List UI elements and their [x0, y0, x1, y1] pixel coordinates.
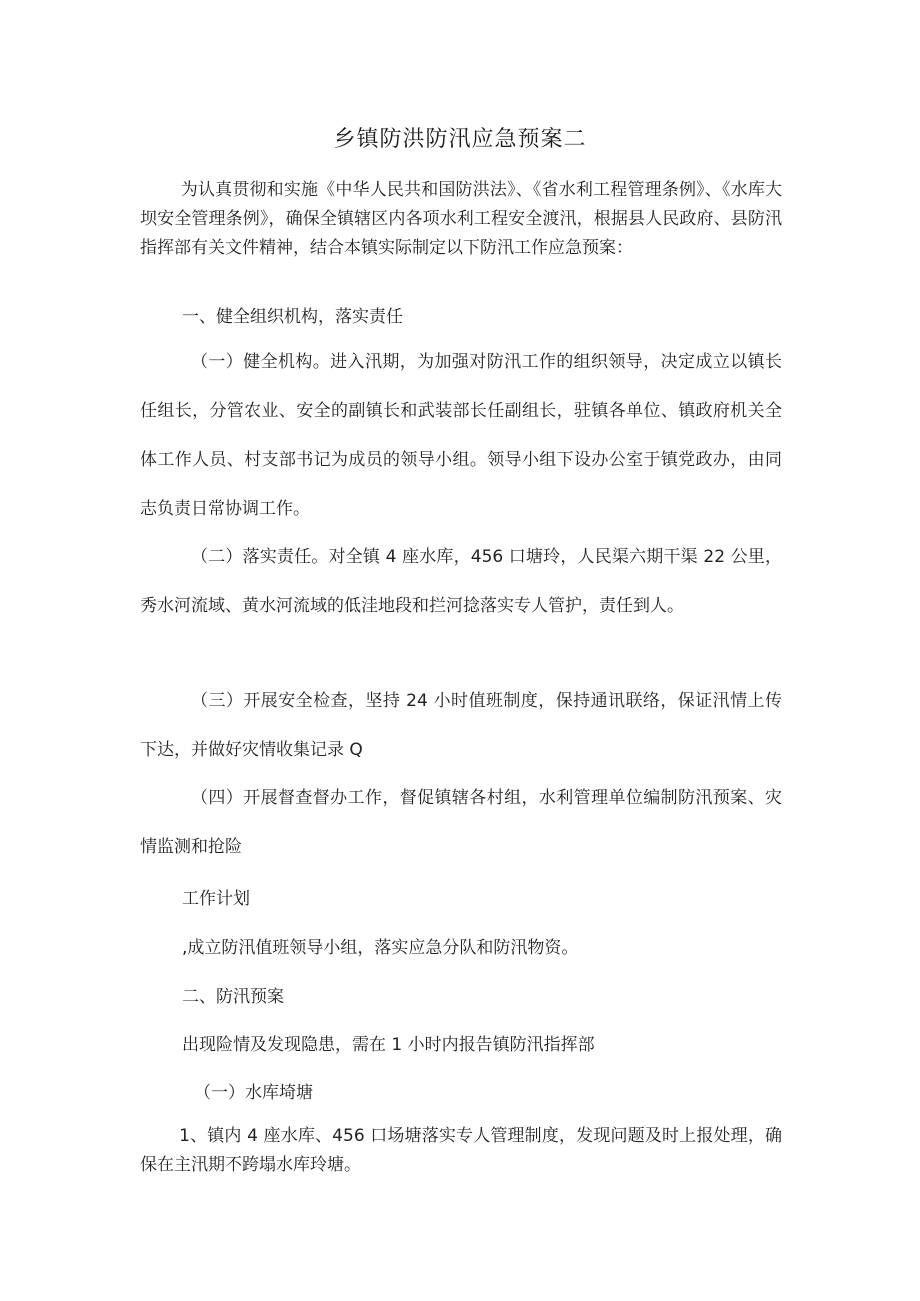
- sub1-heading: （一）水库埼塘: [194, 1083, 313, 1103]
- point1-paragraph: 1、镇内 4 座水库、456 口场塘落实专人管理制度，发现问题及时上报处理，确保在主汛期不跨塌水库玲塘。: [140, 1126, 782, 1175]
- work-plan-continuation: ,成立防汛值班领导小组，落实应急分队和防汛物资。: [182, 938, 579, 958]
- item3-paragraph: （三）开展安全检查，坚持 24 小时值班制度，保持通讯联络，保证汛情上传下达，并做好灾情收集记录 Q: [140, 691, 782, 760]
- section2-heading: 二、防汛预案: [182, 987, 284, 1007]
- document-title: 乡镇防洪防汛应急预案二: [333, 127, 587, 152]
- item1-paragraph: （一）健全机构。进入汛期，为加强对防汛工作的组织领导，决定成立以镇长任组长，分管农业、安全的副镇长和武装部长任副组长，驻镇各单位、镇政府机关全体工作人员、村支部书记为成员的领导小组。领导小组下设办公室于镇党政办，由同志负责日常协调工作。: [140, 352, 782, 519]
- item4-paragraph: （四）开展督查督办工作，督促镇辖各村组，水利管理单位编制防汛预案、灾情监测和抢险: [140, 788, 782, 857]
- report-line: 出现险情及发现隐患，需在 1 小时内报告镇防汛指挥部: [182, 1035, 595, 1055]
- intro-paragraph: 为认真贯彻和实施《中华人民共和国防洪法》、《省水利工程管理条例》、《水库大坝安全管理条例》，确保全镇辖区内各项水利工程安全渡汛，根据县人民政府、县防汛指挥部有关文件精神，结合本镇实际制定以下防汛工作应急预案：: [140, 180, 782, 258]
- section1-heading: 一、健全组织机构，落实责任: [182, 307, 403, 327]
- work-plan-label: 工作计划: [182, 889, 250, 909]
- item2-paragraph: （二）落实责任。对全镇 4 座水库，456 口塘玲，人民渠六期干渠 22 公里，秀水河流域、黄水河流域的低洼地段和拦河捻落实专人管护，责任到人。: [140, 547, 782, 616]
